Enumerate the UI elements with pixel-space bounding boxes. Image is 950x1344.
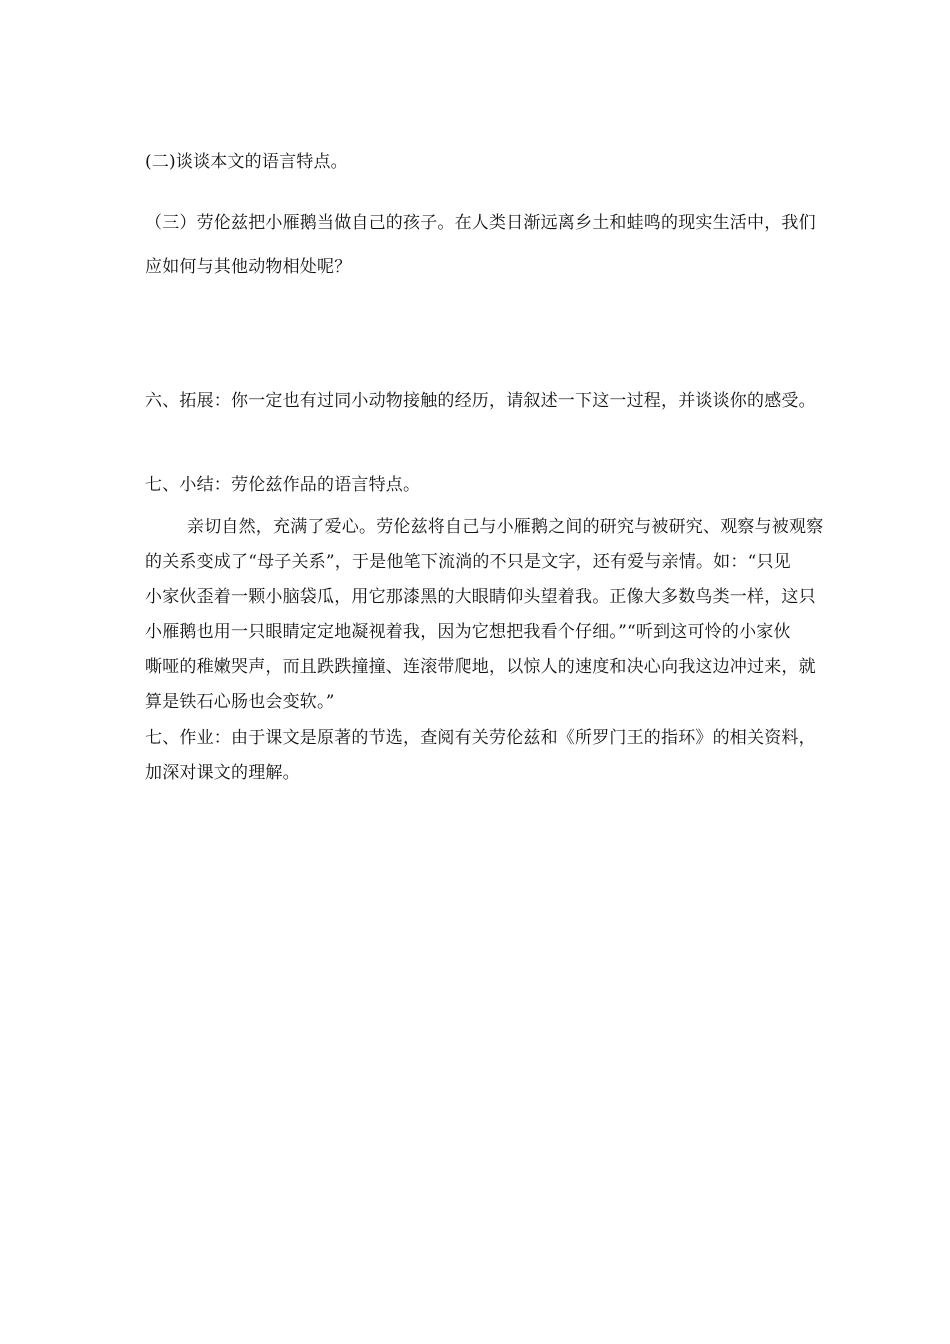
section6-text: 六、拓展：你一定也有过同小动物接触的经历，请叙述一下这一过程，并谈谈你的感受。 bbox=[145, 391, 816, 411]
section7-para-line: 嘶哑的稚嫩哭声，而且跌跌撞撞、连滚带爬地，以惊人的速度和决心向我这边冲过来，就 bbox=[145, 657, 816, 677]
section7-para-line: 的关系变成了“母子关系”，于是他笔下流淌的不只是文字，还有爱与亲情。如：“只见 bbox=[145, 552, 791, 572]
section7-para-line: 亲切自然，充满了爱心。劳伦兹将自己与小雁鹅之间的研究与被研究、观察与被观察 bbox=[187, 517, 824, 537]
section3-line2: 应如何与其他动物相处呢？ bbox=[145, 257, 352, 277]
homework-line1: 七、作业：由于课文是原著的节选，查阅有关劳伦兹和《所罗门王的指环》的相关资料， bbox=[145, 728, 816, 748]
section2-heading: (二)谈谈本文的语言特点。 bbox=[145, 152, 348, 172]
section7-para-line: 小雁鹅也用一只眼睛定定地凝视着我，因为它想把我看个仔细。”“听到这可怜的小家伙 bbox=[145, 622, 791, 642]
section7-heading: 七、小结：劳伦兹作品的语言特点。 bbox=[145, 475, 421, 495]
section3-line1: （三）劳伦兹把小雁鹅当做自己的孩子。在人类日渐远离乡土和蛙鸣的现实生活中，我们 bbox=[145, 213, 816, 233]
homework-line2: 加深对课文的理解。 bbox=[145, 763, 300, 783]
section7-para-line: 小家伙歪着一颗小脑袋瓜，用它那漆黑的大眼睛仰头望着我。正像大多数鸟类一样，这只 bbox=[145, 587, 816, 607]
section7-para-line: 算是铁石心肠也会变软。” bbox=[145, 692, 335, 712]
